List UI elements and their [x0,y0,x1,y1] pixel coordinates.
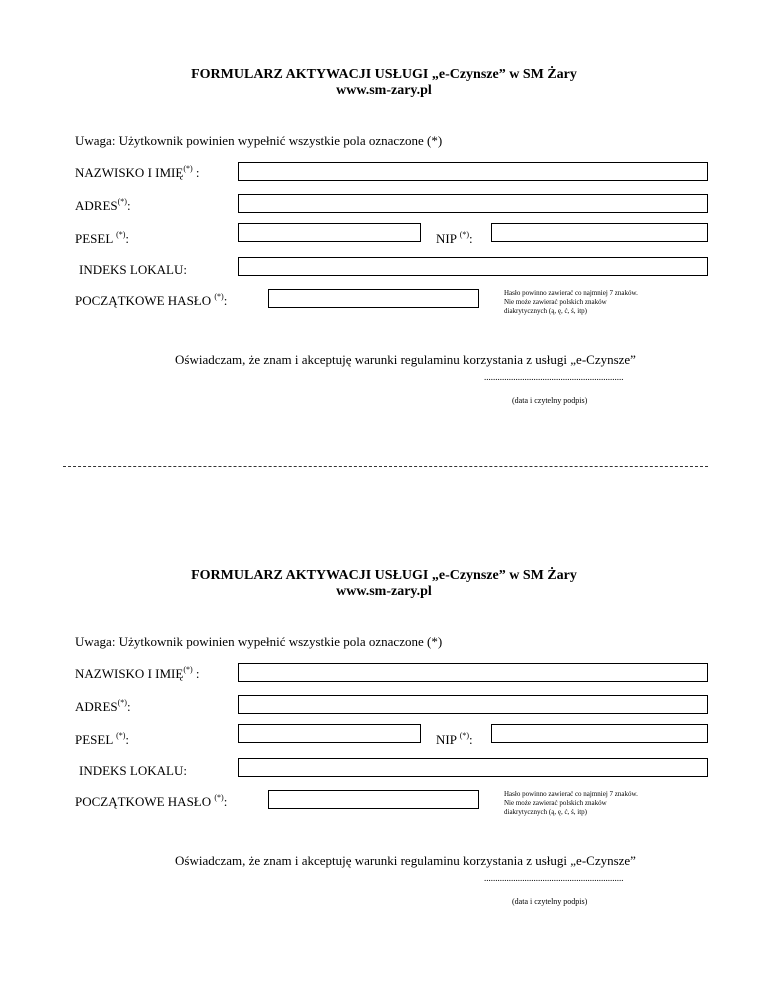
name-label: NAZWISKO I IMIĘ(*) : [75,164,200,180]
address-field[interactable] [238,695,708,714]
password-label: POCZĄTKOWE HASŁO (*): [75,793,228,809]
password-field[interactable] [268,790,479,809]
nip-field[interactable] [491,223,708,242]
password-hint: Hasło powinno zawierać co najmniej 7 znaków. Nie może zawierać polskich znaków diakrytycznych (ą, ę, ć, ś, itp) [504,289,638,315]
unit-index-field[interactable] [238,758,708,777]
name-label: NAZWISKO I IMIĘ(*) : [75,665,200,681]
name-field[interactable] [238,162,708,181]
terms-declaration: Oświadczam, że znam i akceptuję warunki regulaminu korzystania z usługi „e-Czynsze” [175,853,636,868]
pesel-label: PESEL (*): [75,731,130,747]
address-label: ADRES(*): [75,698,131,714]
address-label: ADRES(*): [75,197,131,213]
form-title: FORMULARZ AKTYWACJI USŁUGI „e-Czynsze” w SM Żary [191,568,577,583]
nip-label: NIP (*): [436,731,473,747]
signature-line: .............................................................. [484,372,624,382]
cut-line [63,466,708,467]
form-website: www.sm-zary.pl [336,83,432,98]
pesel-field[interactable] [238,223,421,242]
nip-field[interactable] [491,724,708,743]
signature-caption: (data i czytelny podpis) [512,396,588,405]
required-fields-note: Uwaga: Użytkownik powinien wypełnić wszystkie pola oznaczone (*) [75,634,443,649]
unit-index-label: INDEKS LOKALU: [79,763,187,778]
address-field[interactable] [238,194,708,213]
activation-form-top [0,67,768,405]
form-title: FORMULARZ AKTYWACJI USŁUGI „e-Czynsze” w SM Żary [191,67,577,82]
required-fields-note: Uwaga: Użytkownik powinien wypełnić wszystkie pola oznaczone (*) [75,133,443,148]
terms-declaration: Oświadczam, że znam i akceptuję warunki regulaminu korzystania z usługi „e-Czynsze” [175,352,636,367]
name-field[interactable] [238,663,708,682]
activation-form-bottom [0,568,768,906]
unit-index-field[interactable] [238,257,708,276]
nip-label: NIP (*): [436,230,473,246]
password-label: POCZĄTKOWE HASŁO (*): [75,292,228,308]
pesel-label: PESEL (*): [75,230,130,246]
signature-caption: (data i czytelny podpis) [512,897,588,906]
unit-index-label: INDEKS LOKALU: [79,262,187,277]
password-field[interactable] [268,289,479,308]
password-hint: Hasło powinno zawierać co najmniej 7 znaków. Nie może zawierać polskich znaków diakrytycznych (ą, ę, ć, ś, itp) [504,790,638,816]
signature-line: .............................................................. [484,873,624,883]
pesel-field[interactable] [238,724,421,743]
form-website: www.sm-zary.pl [336,584,432,599]
